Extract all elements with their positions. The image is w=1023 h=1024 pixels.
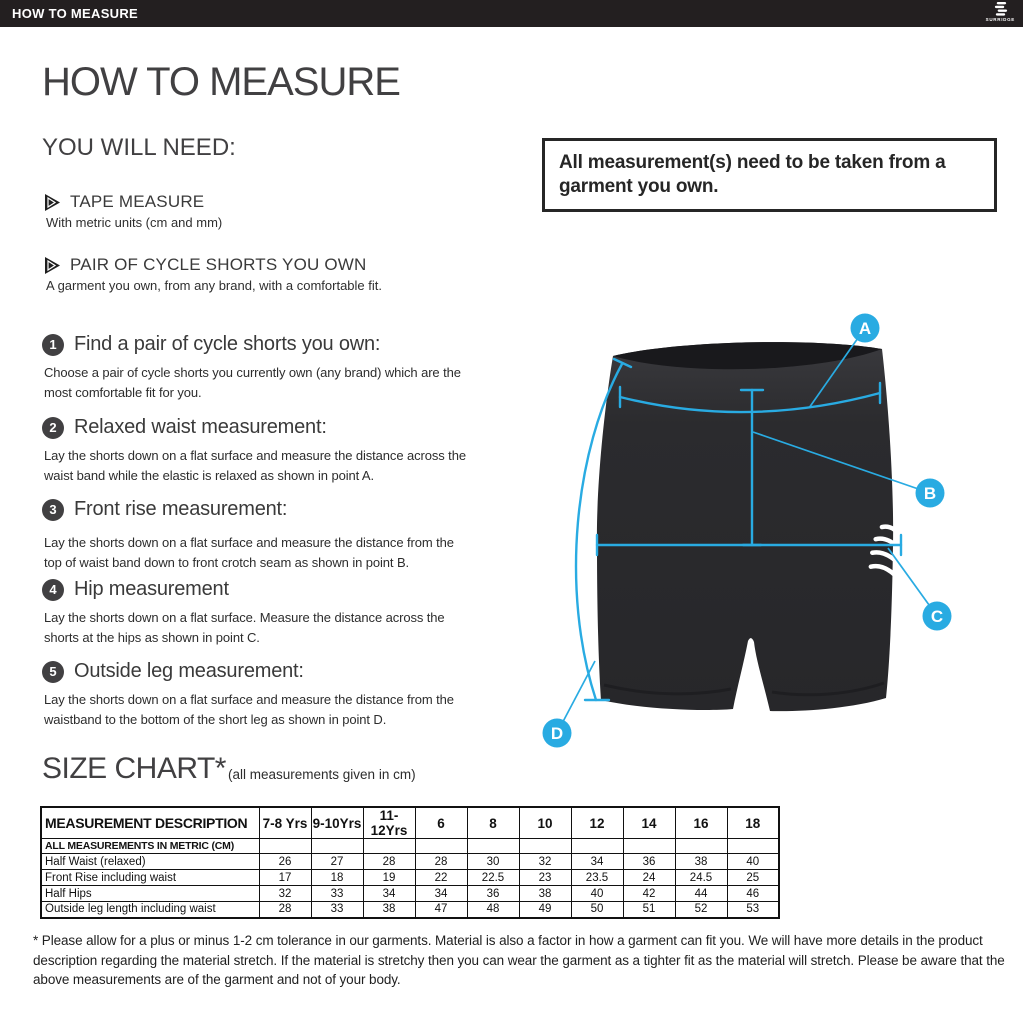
measurement-value-cell: 49 (519, 902, 571, 918)
measurement-value-cell: 24 (623, 870, 675, 886)
column-header: 18 (727, 807, 779, 839)
measurement-value-cell: 52 (675, 902, 727, 918)
measurement-value-cell: 51 (623, 902, 675, 918)
svg-text:B: B (923, 484, 937, 503)
step-number-badge: 5 (42, 661, 64, 683)
measurement-value-cell: 17 (259, 870, 311, 886)
table-row (41, 870, 779, 886)
empty-cell (415, 839, 467, 854)
triangle-bullet-icon (44, 256, 61, 275)
tolerance-footnote: * Please allow for a plus or minus 1-2 cm tolerance in our garments. Material is also a factor in how a garment can fit you. We will have more details in the product description regarding the material stretch. If the material is stretchy then you can wear the garment as a tighter fit as the material will stretch. Please be aware that the above measurements are of the garment and not of your body. (33, 933, 1005, 987)
step-5 (42, 660, 482, 729)
point-c-marker (923, 602, 952, 631)
step-description: Lay the shorts down on a flat surface and measure the distance across the waist band while the elastic is relaxed as shown in point A. (44, 448, 466, 483)
measurement-value-cell: 30 (467, 854, 519, 870)
measurement-value-cell: 34 (363, 886, 415, 902)
table-row (41, 902, 779, 918)
measurement-value-cell: 23.5 (571, 870, 623, 886)
measurement-value-cell: 33 (311, 902, 363, 918)
measurement-value-cell: 23 (519, 870, 571, 886)
empty-cell (467, 839, 519, 854)
column-header: 10 (519, 807, 571, 839)
svg-text:A: A (858, 319, 872, 338)
need-item-label: PAIR OF CYCLE SHORTS YOU OWN (70, 255, 367, 274)
step-1 (42, 333, 482, 402)
measurement-value-cell: 33 (311, 886, 363, 902)
measurement-value-cell: 28 (259, 902, 311, 918)
column-header: 8 (467, 807, 519, 839)
triangle-bullet-icon (44, 193, 61, 212)
surridge-s-icon (993, 1, 1008, 16)
measurement-value-cell: 27 (311, 854, 363, 870)
empty-cell (311, 839, 363, 854)
step-description: Choose a pair of cycle shorts you currently own (any brand) which are the most comfortable fit for you. (44, 365, 461, 400)
svg-text:C: C (930, 607, 944, 626)
measurement-value-cell: 40 (571, 886, 623, 902)
size-chart-table (40, 806, 780, 919)
step-number-badge: 4 (42, 579, 64, 601)
measurement-label-cell: Half Waist (relaxed) (41, 854, 259, 870)
measurement-value-cell: 34 (571, 854, 623, 870)
measurement-value-cell: 50 (571, 902, 623, 918)
top-bar (0, 0, 1023, 27)
need-item-cycle-shorts (44, 255, 382, 293)
size-chart-subheading: (all measurements given in cm) (228, 767, 416, 782)
column-header: 9-10Yrs (311, 807, 363, 839)
top-bar-title: HOW TO MEASURE (12, 6, 139, 21)
column-header: 16 (675, 807, 727, 839)
measurement-value-cell: 36 (467, 886, 519, 902)
measurement-label-cell: Half Hips (41, 886, 259, 902)
metric-note-cell: ALL MEASUREMENTS IN METRIC (CM) (41, 839, 259, 854)
table-header-row (41, 807, 779, 839)
you-will-need-heading: YOU WILL NEED: (42, 134, 236, 161)
measurement-value-cell: 28 (415, 854, 467, 870)
measurement-note-box (542, 138, 997, 212)
step-title: Outside leg measurement: (74, 660, 304, 682)
measurement-value-cell: 22.5 (467, 870, 519, 886)
measurement-value-cell: 25 (727, 870, 779, 886)
point-a-marker (851, 314, 880, 343)
step-title: Front rise measurement: (74, 498, 288, 520)
metric-note-row (41, 839, 779, 854)
need-item-label: TAPE MEASURE (70, 192, 205, 211)
step-3 (42, 498, 482, 572)
step-title: Relaxed waist measurement: (74, 416, 327, 438)
step-4 (42, 578, 482, 647)
empty-cell (727, 839, 779, 854)
column-header: MEASUREMENT DESCRIPTION (41, 807, 259, 839)
column-header: 6 (415, 807, 467, 839)
step-title: Find a pair of cycle shorts you own: (74, 333, 381, 355)
column-header: 11-12Yrs (363, 807, 415, 839)
brand-name: SURRIDGE (985, 17, 1015, 22)
brand-logo (986, 1, 1015, 22)
measurement-value-cell: 18 (311, 870, 363, 886)
size-chart-heading: SIZE CHART* (42, 752, 226, 785)
measurement-value-cell: 38 (363, 902, 415, 918)
measurement-value-cell: 44 (675, 886, 727, 902)
point-d-marker (543, 719, 572, 748)
measurement-value-cell: 28 (363, 854, 415, 870)
need-item-tape-measure (44, 192, 222, 230)
column-header: 14 (623, 807, 675, 839)
measurement-value-cell: 34 (415, 886, 467, 902)
step-number-badge: 1 (42, 334, 64, 356)
measurement-value-cell: 36 (623, 854, 675, 870)
measurement-label-cell: Outside leg length including waist (41, 902, 259, 918)
page-title: HOW TO MEASURE (42, 60, 400, 104)
step-description: Lay the shorts down on a flat surface. Measure the distance across the shorts at the hips as shown in point C. (44, 610, 445, 645)
measurement-value-cell: 48 (467, 902, 519, 918)
column-header: 7-8 Yrs (259, 807, 311, 839)
column-header: 12 (571, 807, 623, 839)
shorts-measurement-diagram (530, 290, 1010, 760)
step-description: Lay the shorts down on a flat surface and measure the distance from the waistband to the bottom of the short leg as shown in point D. (44, 692, 454, 727)
measurement-value-cell: 32 (259, 886, 311, 902)
step-number-badge: 3 (42, 499, 64, 521)
empty-cell (259, 839, 311, 854)
empty-cell (363, 839, 415, 854)
empty-cell (675, 839, 727, 854)
measurement-value-cell: 32 (519, 854, 571, 870)
measurement-value-cell: 24.5 (675, 870, 727, 886)
step-number-badge: 2 (42, 417, 64, 439)
need-item-description: A garment you own, from any brand, with a comfortable fit. (46, 278, 382, 293)
measurement-value-cell: 19 (363, 870, 415, 886)
empty-cell (519, 839, 571, 854)
cycle-shorts-illustration (597, 342, 903, 711)
table-row (41, 886, 779, 902)
step-description: Lay the shorts down on a flat surface and measure the distance from the top of waist band down to front crotch seam as shown in point B. (44, 535, 454, 570)
measurement-value-cell: 26 (259, 854, 311, 870)
svg-text:D: D (550, 724, 564, 743)
shorts-shape (597, 342, 893, 711)
empty-cell (571, 839, 623, 854)
step-title: Hip measurement (74, 578, 229, 600)
point-b-marker (916, 479, 945, 508)
need-item-description: With metric units (cm and mm) (46, 215, 223, 230)
measurement-value-cell: 42 (623, 886, 675, 902)
empty-cell (623, 839, 675, 854)
step-2 (42, 416, 482, 485)
measurement-value-cell: 38 (675, 854, 727, 870)
measurement-value-cell: 38 (519, 886, 571, 902)
measurement-value-cell: 46 (727, 886, 779, 902)
measurement-label-cell: Front Rise including waist (41, 870, 259, 886)
table-row (41, 854, 779, 870)
measurement-value-cell: 47 (415, 902, 467, 918)
measurement-note-text: All measurement(s) need to be taken from a garment you own. (559, 152, 946, 197)
measurement-value-cell: 40 (727, 854, 779, 870)
measurement-value-cell: 53 (727, 902, 779, 918)
measurement-value-cell: 22 (415, 870, 467, 886)
